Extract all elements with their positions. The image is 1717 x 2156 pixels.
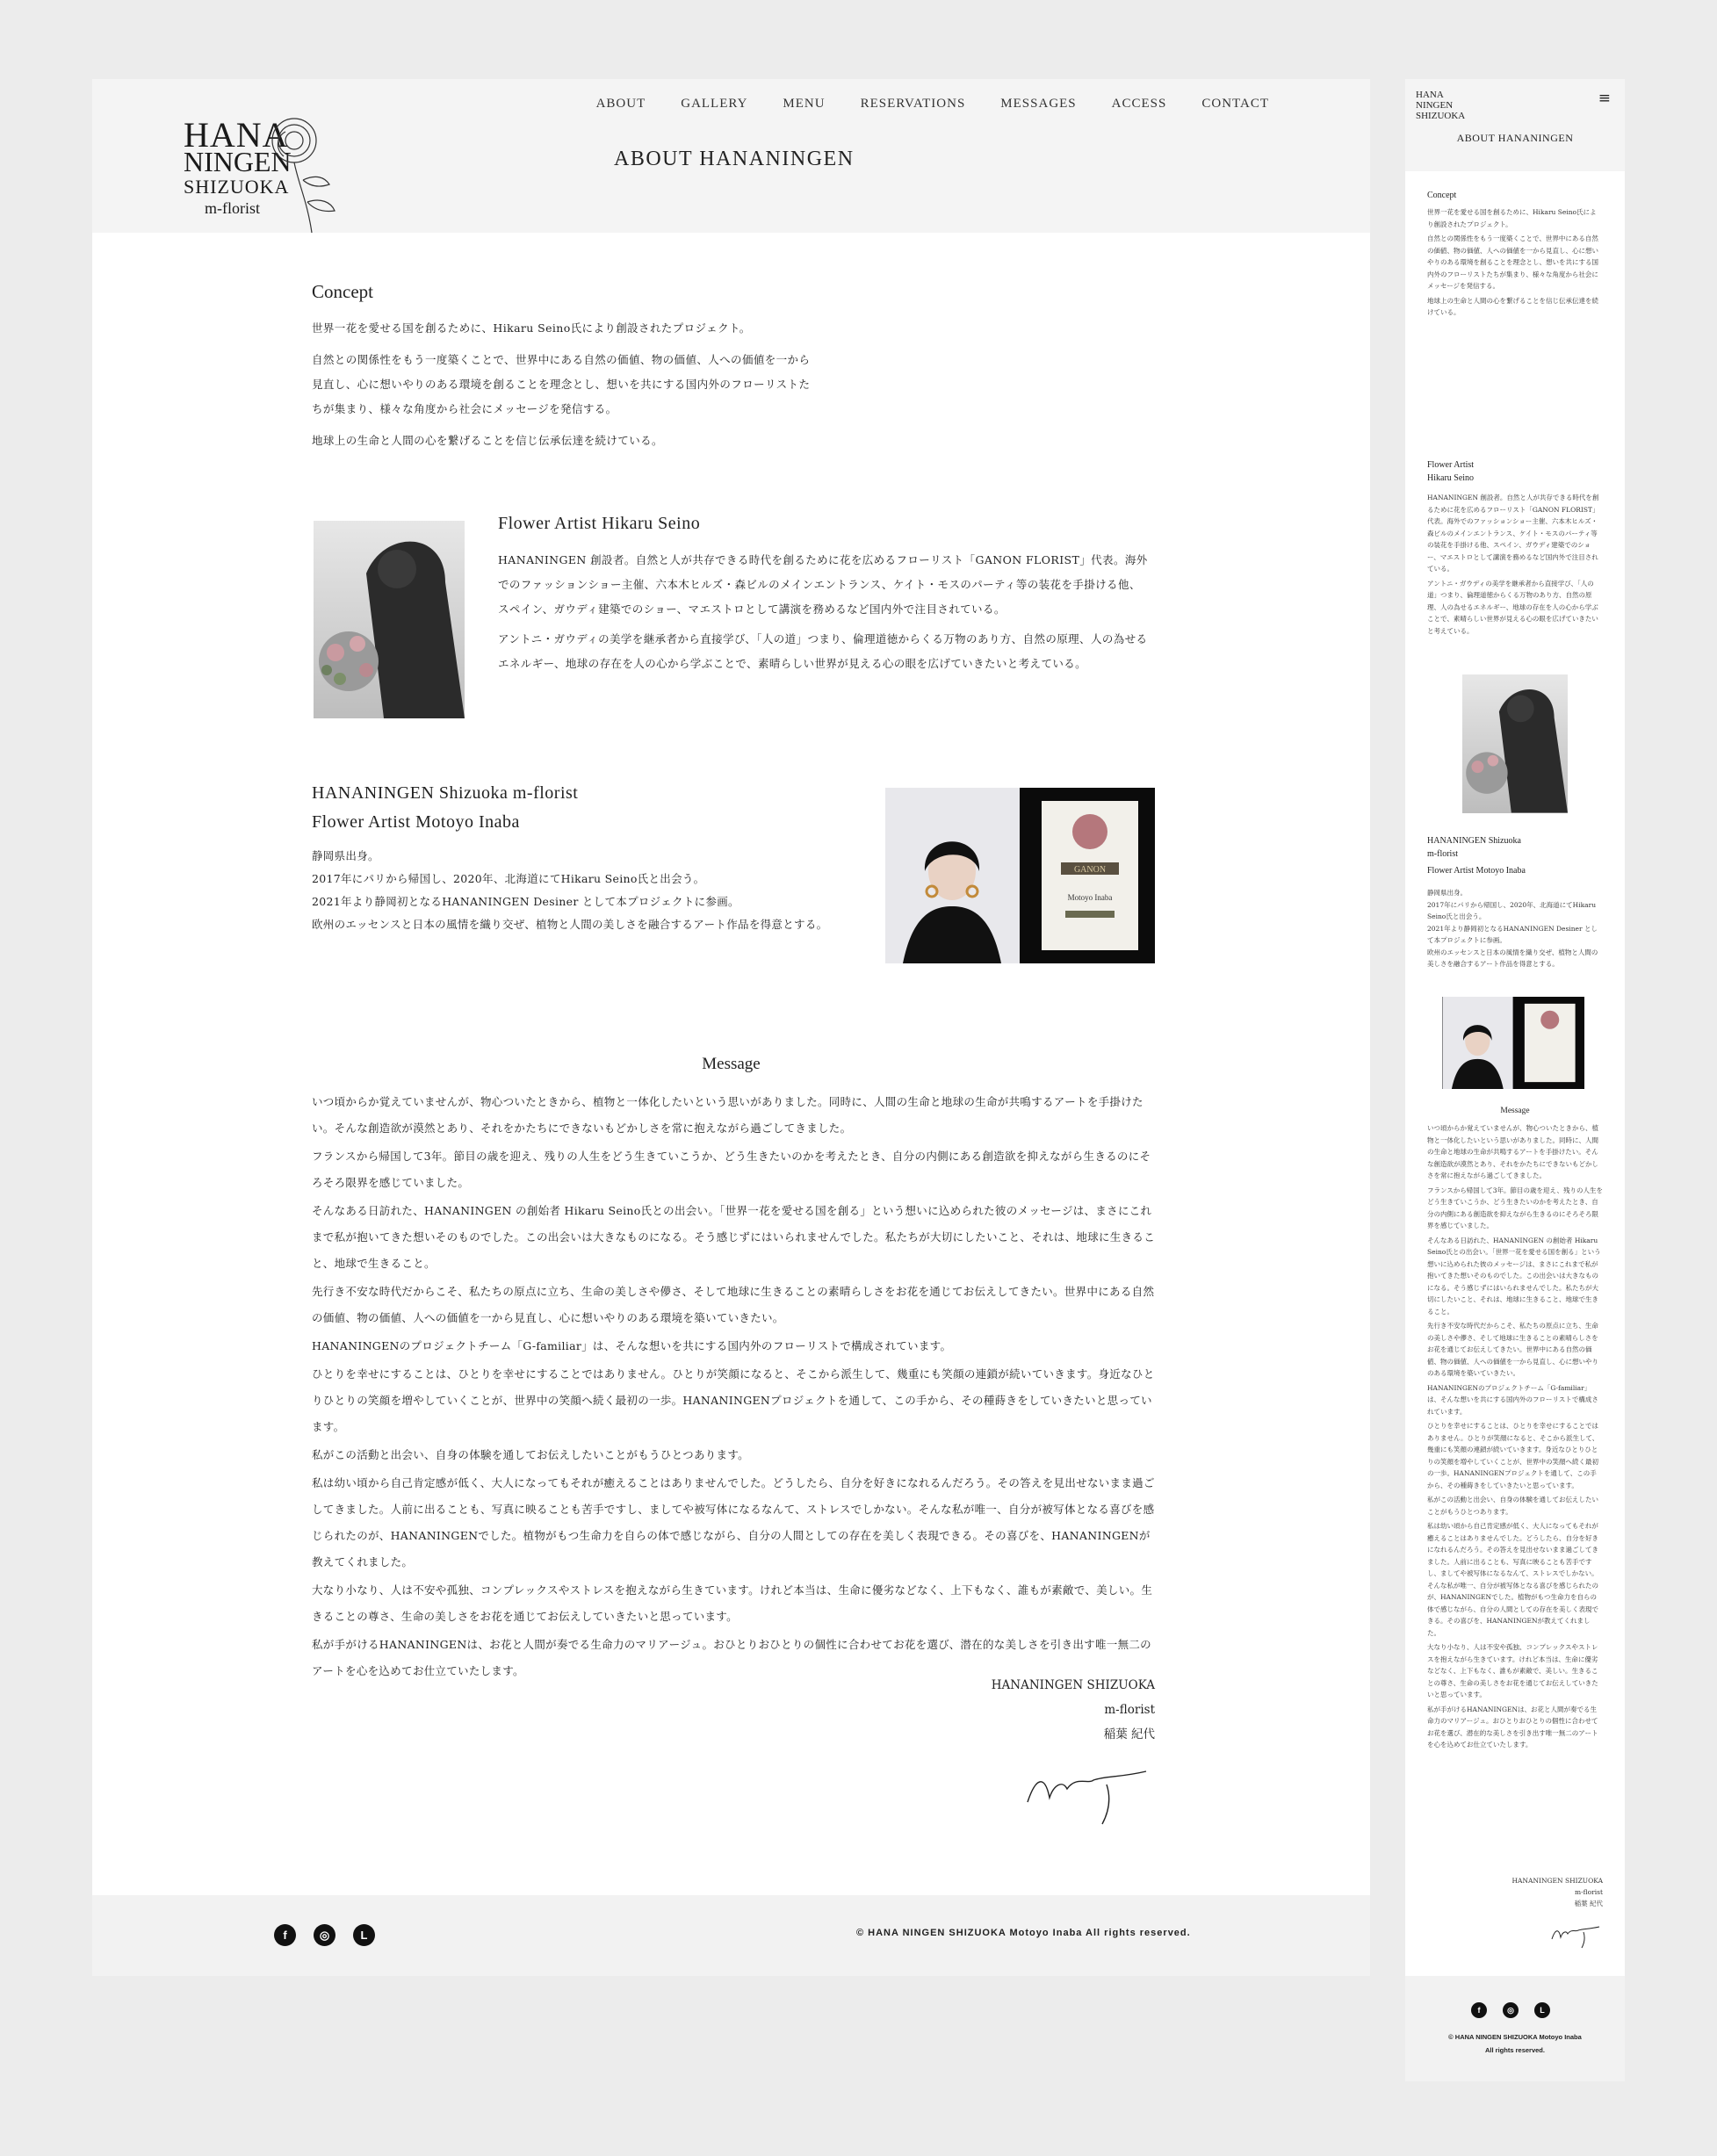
handwritten-signature <box>1023 1758 1155 1828</box>
footer <box>92 1895 1370 1976</box>
mobile-motoyo-heading <box>1427 834 1526 877</box>
instagram-icon[interactable]: ◎ <box>1503 2002 1519 2018</box>
nav-access[interactable]: ACCESS <box>1111 97 1167 111</box>
motoyo-heading-line-2: Flower Artist Motoyo Inaba <box>312 812 520 832</box>
mobile-hikaru-body <box>1427 492 1603 639</box>
hikaru-paragraph: アントニ・ガウディの美学を継承者から直接学び、「人の道」つまり、倫理道徳からくる万物のあり方、自然の原理、人の為せるエネルギー、地球の存在を人の心から学ぶことで、素晴らしい世界が見える心の眼を広げていきたいと考えている。 <box>498 632 1148 670</box>
mobile-sign-line-2: m-florist <box>1574 1888 1603 1896</box>
mobile-logo-line: NINGEN <box>1416 100 1454 111</box>
mobile-message-paragraph: 私がこの活動と出会い、自身の体験を通してお伝えしたいことがもうひとつあります。 <box>1427 1496 1598 1516</box>
motoyo-photo <box>885 788 1155 963</box>
mobile-concept-paragraph: 地球上の生命と人間の心を繋げることを信じ伝承伝達を続けている。 <box>1427 296 1598 316</box>
hikaru-heading: Flower Artist Hikaru Seino <box>498 514 701 533</box>
instagram-icon[interactable]: ◎ <box>314 1924 335 1946</box>
mobile-page-title: ABOUT HANANINGEN <box>1456 132 1574 144</box>
social-links <box>274 1924 375 1946</box>
mobile-message-paragraph: 私が手がけるHANANINGENは、お花と人間が奏でる生命力のマリアージュ。おひとりおひとりの個性に合わせてお花を選び、潜在的な美しさを引き出す唯一無二のアートを心を込めてお仕立ていたします。 <box>1427 1705 1598 1749</box>
nav-reservations[interactable]: RESERVATIONS <box>860 97 966 111</box>
concept-paragraph: 世界一花を愛せる国を創るために、Hikaru Seino氏により創設されたプロジェクト。 <box>312 321 751 335</box>
mobile-message-paragraph: いつ頃からか覚えていませんが、物心ついたときから、植物と一体化したいという思いがありました。同時に、人間の生命と地球の生命が共鳴するアートを手掛けたい。そんな創造欲が漠然とあり、それをかたちにできないもどかしさを常に抱えながら過ごしてきました。 <box>1427 1124 1598 1179</box>
hikaru-photo <box>314 521 465 718</box>
message-paragraph: ひとりを幸せにすることは、ひとりを幸せにすることではありません。ひとりが笑顔になると、そこから派生して、幾重にも笑顔の連鎖が続いていきます。身近なひとりひとりの笑顔を増やしていくことが、世界中の笑顔へ続く最初の一歩。HANANINGENプロジェクトを通して、この手から、その種蒔きをしていきたいと思っています。 <box>312 1367 1155 1433</box>
mobile-concept-heading: Concept <box>1427 191 1457 200</box>
logo[interactable] <box>180 114 338 228</box>
logo-line-4: m-florist <box>205 199 260 217</box>
motoyo-body <box>312 845 852 936</box>
mobile-message-heading: Message <box>1500 1107 1530 1115</box>
message-paragraph: 私がこの活動と出会い、自身の体験を通してお伝えしたいことがもうひとつあります。 <box>312 1448 749 1461</box>
desktop-page <box>92 79 1370 1976</box>
motoyo-heading <box>312 779 578 837</box>
concept-paragraph: 自然との関係性をもう一度築くことで、世界中にある自然の価値、物の価値、人への価値を一から見直し、心に想いやりのある環境を創ることを理念とし、想いを共にする国内外のフローリストたちが集まり、様々な角度から社会にメッセージを発信する。 <box>312 353 811 415</box>
message-paragraph: 私は幼い頃から自己肯定感が低く、大人になってもそれが癒えることはありませんでした。どうしたら、自分を好きになれるんだろう。その答えを見出せないまま過ごしてきました。人前に出ることも、写真に映ることも苦手ですし、ましてや被写体になるなんて、ストレスでしかない。そんな私が唯一、自分が被写体となる喜びを感じられたのが、HANANINGENでした。植物がもつ生命力を自らの体で感じながら、自分の人間としての存在を美しく表現できる。その喜びを、HANANINGENが教えてくれました。 <box>312 1476 1155 1568</box>
concept-paragraph: 地球上の生命と人間の心を繋げることを信じ伝承伝達を続けている。 <box>312 434 663 447</box>
facebook-icon[interactable]: f <box>1471 2002 1487 2018</box>
line-icon[interactable]: L <box>353 1924 375 1946</box>
mobile-motoyo-line: 静岡県出身。 <box>1427 889 1467 897</box>
nav-about[interactable]: ABOUT <box>595 97 646 111</box>
page-title: ABOUT HANANINGEN <box>614 148 855 170</box>
mobile-handwritten-signature <box>1550 1922 1603 1950</box>
mobile-signature-block <box>1427 1875 1603 1909</box>
mobile-hikaru-paragraph: HANANINGEN 創設者。自然と人が共存できる時代を創るために花を広めるフローリスト「GANON FLORIST」代表。海外でのファッションショー主催、六本木ヒルズ・森ビルのメインエントランス、ケイト・モスのパーティ等の装花を手掛ける他、スペイン、ガウディ建築でのショー、マエストロとして講演を務めるなど国内外で注目されている。 <box>1427 494 1599 573</box>
copyright: © HANA NINGEN SHIZUOKA Motoyo Inaba All rights reserved. <box>856 1928 1191 1938</box>
logo-line-2: NINGEN <box>184 146 292 177</box>
message-paragraph: そんなある日訪れた、HANANINGEN の創始者 Hikaru Seino氏との出会い。「世界一花を愛せる国を創る」という想いに込められた彼のメッセージは、まさにこれまで私が抱いてきた想いそのものでした。この出会いは大きなものになる。そう感じずにはいられませんでした。私たちが大切にしたいこと、それは、地球に生きること、地球で生きること。 <box>312 1204 1156 1270</box>
motoyo-heading-line-1: HANANINGEN Shizuoka m-florist <box>312 783 579 803</box>
mobile-header <box>1405 79 1625 171</box>
mobile-copyright <box>1405 2030 1625 2057</box>
message-paragraph: 先行き不安な時代だからこそ、私たちの原点に立ち、生命の美しさや儚さ、そして地球に生きることの素晴らしさをお花を通じてお伝えしてきたい。世界中にある自然の価値、物の価値、人への価値を一から見直し、心に想いやりのある環境を築いていきたい。 <box>312 1285 1155 1324</box>
line-icon[interactable]: L <box>1534 2002 1550 2018</box>
motoyo-line: 欧州のエッセンスと日本の風情を織り交ぜ、植物と人間の美しさを融合するアート作品を得意とする。 <box>312 918 828 931</box>
message-body <box>312 1089 1155 1686</box>
mobile-logo-line: SHIZUOKA <box>1416 111 1466 121</box>
concept-heading: Concept <box>312 281 373 302</box>
rose-drawing-icon <box>268 114 338 237</box>
mobile-motoyo-line: 欧州のエッセンスと日本の風情を織り交ぜ、植物と人間の美しさを融合するアート作品を得意とする。 <box>1427 948 1598 968</box>
hikaru-paragraph: HANANINGEN 創設者。自然と人が共存できる時代を創るために花を広めるフローリスト「GANON FLORIST」代表。海外でのファッションショー主催、六本木ヒルズ・森ビルのメインエントランス、ケイト・モスのパーティ等の装花を手掛ける他、スペイン、ガウディ建築でのショー、マエストロとして講演を務めるなど国内外で注目されている。 <box>498 553 1148 616</box>
sign-line-3: 稲葉 紀代 <box>1103 1727 1155 1741</box>
mobile-hikaru-photo <box>1462 674 1568 813</box>
mobile-concept-paragraph: 自然との関係性をもう一度築くことで、世界中にある自然の価値、物の価値、人への価値を一から見直し、心に想いやりのある環境を創ることを理念とし、想いを共にする国内外のフローリストたちが集まり、様々な角度から社会にメッセージを発信する。 <box>1427 234 1598 290</box>
message-paragraph: 大なり小なり、人は不安や孤独、コンプレックスやストレスを抱えながら生きています。けれど本当は、生命に優劣などなく、上下もなく、誰もが素敵で、美しい。生きることの尊さ、生命の美しさをお花を通じてお伝えしていきたいと思っています。 <box>312 1583 1153 1623</box>
mobile-footer <box>1405 1976 1625 2081</box>
mobile-page <box>1405 79 1625 2081</box>
motoyo-line: 2017年にパリから帰国し、2020年、北海道にてHikaru Seino氏と出会う。 <box>312 872 705 885</box>
mobile-hikaru-heading <box>1427 458 1474 485</box>
mobile-copyright-line-1: © HANA NINGEN SHIZUOKA Motoyo Inaba <box>1448 2033 1582 2041</box>
mobile-concept-body <box>1427 206 1603 321</box>
header <box>92 79 1370 233</box>
mobile-message-body <box>1427 1122 1603 1754</box>
mobile-logo[interactable] <box>1416 90 1465 121</box>
mobile-message-paragraph: そんなある日訪れた、HANANINGEN の創始者 Hikaru Seino氏との出会い。「世界一花を愛せる国を創る」という想いに込められた彼のメッセージは、まさにこれまで私が抱いてきた想いそのものでした。この出会いは大きなものになる。そう感じずにはいられませんでした。私たちが大切にしたいこと、それは、地球に生きること、地球で生きること。 <box>1427 1236 1601 1316</box>
mobile-motoyo-body <box>1427 887 1603 970</box>
logo-line-3: SHIZUOKA <box>184 176 290 198</box>
certificate-title: GANON <box>1073 865 1107 875</box>
mobile-hikaru-heading-1: Flower Artist <box>1427 460 1475 470</box>
mobile-message-paragraph: 私は幼い頃から自己肯定感が低く、大人になってもそれが癒えることはありませんでした。どうしたら、自分を好きになれるんだろう。その答えを見出せないまま過ごしてきました。人前に出ることも、写真に映ることも苦手ですし、ましてや被写体になるなんて、ストレスでしかない。そんな私が唯一、自分が被写体となる喜びを感じられたのが、HANANINGENでした。植物がもつ生命力を自らの体で感じながら、自分の人間としての存在を美しく表現できる。その喜びを、HANANINGENが教えてくれました。 <box>1427 1522 1598 1637</box>
logo-line-1: HANA <box>184 115 289 155</box>
message-paragraph: 私が手がけるHANANINGENは、お花と人間が奏でる生命力のマリアージュ。おひとりおひとりの個性に合わせてお花を選び、潜在的な美しさを引き出す唯一無二のアートを心を込めてお仕立ていたします。 <box>312 1638 1151 1677</box>
mobile-message-paragraph: フランスから帰国して3年。節目の歳を迎え、残りの人生をどう生きていこうか、どう生きたいのかを考えたとき、自分の内側にある創造欲を抑えながら生きるのにそろそろ限界を感じていました。 <box>1427 1186 1603 1229</box>
motoyo-line: 静岡県出身。 <box>312 849 379 862</box>
mobile-sign-line-1: HANANINGEN SHIZUOKA <box>1511 1877 1603 1885</box>
mobile-hikaru-paragraph: アントニ・ガウディの美学を継承者から直接学び、「人の道」つまり、倫理道徳からくる万物のあり方、自然の原理、人の為せるエネルギー、地球の存在を人の心から学ぶことで、素晴らしい世界が見える心の眼を広げていきたいと考えている。 <box>1427 579 1598 635</box>
message-paragraph: HANANINGENのプロジェクトチーム「G-familiar」は、そんな想いを共にする国内外のフローリストで構成されています。 <box>312 1339 952 1352</box>
certificate-name: Motoyo Inaba <box>1067 893 1113 902</box>
mobile-message-paragraph: ひとりを幸せにすることは、ひとりを幸せにすることではありません。ひとりが笑顔になると、そこから派生して、幾重にも笑顔の連鎖が続いていきます。身近なひとりひとりの笑顔を増やしていくことが、世界中の笑顔へ続く最初の一歩。HANANINGENプロジェクトを通して、この手から、その種蒔きをしていきたいと思っています。 <box>1427 1422 1599 1489</box>
motoyo-line: 2021年より静岡初となるHANANINGEN Desiner として本プロジェクトに参画。 <box>312 895 739 908</box>
mobile-logo-line: HANA <box>1416 90 1444 100</box>
mobile-motoyo-heading-2: m-florist <box>1427 849 1458 859</box>
concept-body <box>312 316 821 460</box>
mobile-message-paragraph: HANANINGENのプロジェクトチーム「G-familiar」は、そんな想いを共にする国内外のフローリストで構成されています。 <box>1427 1383 1598 1416</box>
mobile-motoyo-line: 2017年にパリから帰国し、2020年、北海道にてHikaru Seino氏と出会う。 <box>1427 900 1597 920</box>
main-nav <box>596 97 1269 112</box>
mobile-concept-paragraph: 世界一花を愛せる国を創るために、Hikaru Seino氏により創設されたプロジェクト。 <box>1427 208 1597 228</box>
message-paragraph: いつ頃からか覚えていませんが、物心ついたときから、植物と一体化したいという思いがありました。同時に、人間の生命と地球の生命が共鳴するアートを手掛けたい。そんな創造欲が漠然とあり、それをかたちにできないもどかしさを常に抱えながら過ごしてきました。 <box>312 1095 1143 1135</box>
message-paragraph: フランスから帰国して3年。節目の歳を迎え、残りの人生をどう生きていこうか、どう生きたいのかを考えたとき、自分の内側にある創造欲を抑えながら生きるのにそろそろ限界を感じていました。 <box>312 1150 1151 1189</box>
facebook-icon[interactable]: f <box>274 1924 296 1946</box>
nav-menu[interactable]: MENU <box>783 97 826 111</box>
mobile-copyright-line-2: All rights reserved. <box>1485 2046 1545 2054</box>
nav-contact[interactable]: CONTACT <box>1201 97 1269 111</box>
mobile-motoyo-line: 2021年より静岡初となるHANANINGEN Desiner として本プロジェクトに参画。 <box>1427 924 1598 944</box>
sign-line-2: m-florist <box>1104 1703 1155 1717</box>
sign-line-1: HANANINGEN SHIZUOKA <box>991 1678 1155 1692</box>
mobile-message-paragraph: 先行き不安な時代だからこそ、私たちの原点に立ち、生命の美しさや儚さ、そして地球に生きることの素晴らしさをお花を通じてお伝えしてきたい。世界中にある自然の価値、物の価値、人への価値を一から見直し、心に想いやりのある環境を築いていきたい。 <box>1427 1322 1598 1377</box>
nav-messages[interactable]: MESSAGES <box>1000 97 1077 111</box>
mobile-sign-line-3: 稲葉 紀代 <box>1574 1900 1603 1907</box>
mobile-message-paragraph: 大なり小なり、人は不安や孤独、コンプレックスやストレスを抱えながら生きています。けれど本当は、生命に優劣などなく、上下もなく、誰もが素敵で、美しい。生きることの尊さ、生命の美しさをお花を通じてお伝えしていきたいと思っています。 <box>1427 1643 1598 1698</box>
message-heading: Message <box>702 1055 761 1073</box>
mobile-motoyo-photo <box>1442 997 1584 1089</box>
mobile-motoyo-heading-3: Flower Artist Motoyo Inaba <box>1427 866 1526 876</box>
hikaru-body <box>498 548 1148 681</box>
mobile-hikaru-heading-2: Hikaru Seino <box>1427 473 1475 483</box>
mobile-social-links <box>1471 2002 1550 2018</box>
mobile-motoyo-heading-1: HANANINGEN Shizuoka <box>1427 836 1521 846</box>
nav-gallery[interactable]: GALLERY <box>681 97 748 111</box>
hamburger-menu-icon[interactable]: ≡ <box>1598 90 1611 107</box>
signature-block <box>992 1673 1155 1747</box>
